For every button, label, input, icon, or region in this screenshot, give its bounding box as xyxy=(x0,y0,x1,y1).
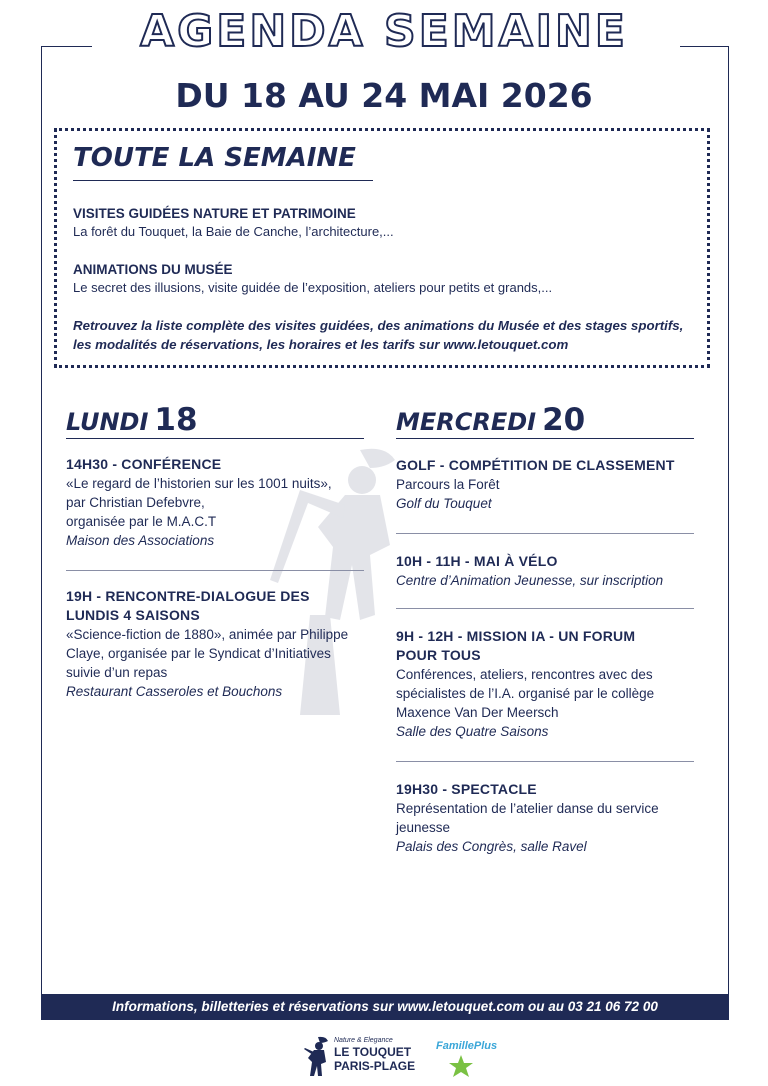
event-separator xyxy=(396,608,694,609)
date-range: DU 18 AU 24 MAI 2026 xyxy=(175,76,593,115)
event-line: Parcours la Forêt xyxy=(396,477,500,492)
frame-right-line xyxy=(728,46,729,1019)
event-line: «Le regard de l’historien sur les 1001 nuits», xyxy=(66,476,332,491)
event-place: Centre d’Animation Jeunesse, sur inscription xyxy=(396,573,664,588)
touquet-line-2: PARIS-PLAGE xyxy=(334,1059,416,1073)
touquet-tagline: Nature & Elegance xyxy=(334,1037,393,1044)
event-heading-line: 9H - 12H - MISSION IA - UN FORUM xyxy=(396,628,636,644)
event-place: Restaurant Casseroles et Bouchons xyxy=(66,684,283,699)
promo-line-1: Retrouvez la liste complète des visites guidées, des animations du Musée et des stages sportifs, xyxy=(73,318,684,333)
touquet-line-1: LE TOUQUET xyxy=(334,1045,412,1059)
event-line: suivie d’un repas xyxy=(66,665,168,680)
event-heading: GOLF - COMPÉTITION DE CLASSEMENT xyxy=(396,457,675,473)
event-monday-conference xyxy=(66,455,366,550)
event-separator xyxy=(396,533,694,534)
day-title-wednesday xyxy=(396,402,585,438)
famille-plus-text: FamillePlus xyxy=(436,1040,498,1052)
event-place: Golf du Touquet xyxy=(396,496,492,511)
event-line: Claye, organisée par le Syndicat d’Initiatives xyxy=(66,646,331,661)
event-line: Maxence Van Der Meersch xyxy=(396,705,559,720)
event-wednesday-golf xyxy=(396,456,706,513)
event-monday-rencontre xyxy=(66,587,376,701)
event-line: jeunesse xyxy=(396,820,451,835)
event-heading: 10H - 11H - MAI À VÉLO xyxy=(396,553,558,569)
week-title: TOUTE LA SEMAINE xyxy=(73,143,356,173)
day-number-wednesday: 20 xyxy=(542,402,586,438)
event-place: Palais des Congrès, salle Ravel xyxy=(396,839,587,854)
event-heading-line: 19H - RENCONTRE-DIALOGUE DES xyxy=(66,588,310,604)
day-title-monday xyxy=(66,402,198,438)
section-heading-visites: VISITES GUIDÉES NATURE ET PATRIMOINE xyxy=(73,206,356,221)
event-place: Salle des Quatre Saisons xyxy=(396,724,549,739)
star-icon xyxy=(448,1054,474,1078)
event-line: organisée par le M.A.C.T xyxy=(66,514,217,529)
section-heading-musee: ANIMATIONS DU MUSÉE xyxy=(73,262,233,277)
event-heading-line: POUR TOUS xyxy=(396,647,481,663)
famille-plus-logo xyxy=(436,1038,498,1082)
footer-info-bar: Informations, billetteries et réservations sur www.letouquet.com ou au 03 21 06 72 00 xyxy=(41,994,729,1020)
le-touquet-logo xyxy=(304,1035,416,1082)
event-line: «Science-fiction de 1880», animée par Philippe xyxy=(66,627,349,642)
event-line: par Christian Defebvre, xyxy=(66,495,205,510)
event-heading: 14H30 - CONFÉRENCE xyxy=(66,456,222,472)
frame-left-line xyxy=(41,46,42,1019)
event-place: Maison des Associations xyxy=(66,533,215,548)
promo-line-2: les modalités de réservations, les horaires et les tarifs sur www.letouquet.com xyxy=(73,337,569,352)
event-line: Conférences, ateliers, rencontres avec des xyxy=(396,667,653,682)
statue-logo-icon xyxy=(304,1035,332,1077)
promo-text xyxy=(73,316,703,354)
event-wednesday-spectacle xyxy=(396,780,706,856)
day-number-monday: 18 xyxy=(154,402,198,438)
event-heading-line: LUNDIS 4 SAISONS xyxy=(66,607,200,623)
event-separator xyxy=(396,761,694,762)
section-text-musee: Le secret des illusions, visite guidée de l’exposition, ateliers pour petits et grands,... xyxy=(73,280,553,295)
week-title-underline xyxy=(73,180,373,181)
event-wednesday-velo xyxy=(396,552,706,590)
event-line: Représentation de l’atelier danse du service xyxy=(396,801,659,816)
day-rule-monday xyxy=(66,438,364,439)
day-name-wednesday: MERCREDI xyxy=(396,408,537,436)
day-name-monday: LUNDI xyxy=(66,408,149,436)
page-title: AGENDA SEMAINE xyxy=(140,6,628,57)
day-rule-wednesday xyxy=(396,438,694,439)
event-heading: 19H30 - SPECTACLE xyxy=(396,781,537,797)
event-separator xyxy=(66,570,364,571)
event-wednesday-forum xyxy=(396,627,706,741)
section-text-visites: La forêt du Touquet, la Baie de Canche, l’architecture,... xyxy=(73,224,394,239)
event-line: spécialistes de l’I.A. organisé par le collège xyxy=(396,686,655,701)
